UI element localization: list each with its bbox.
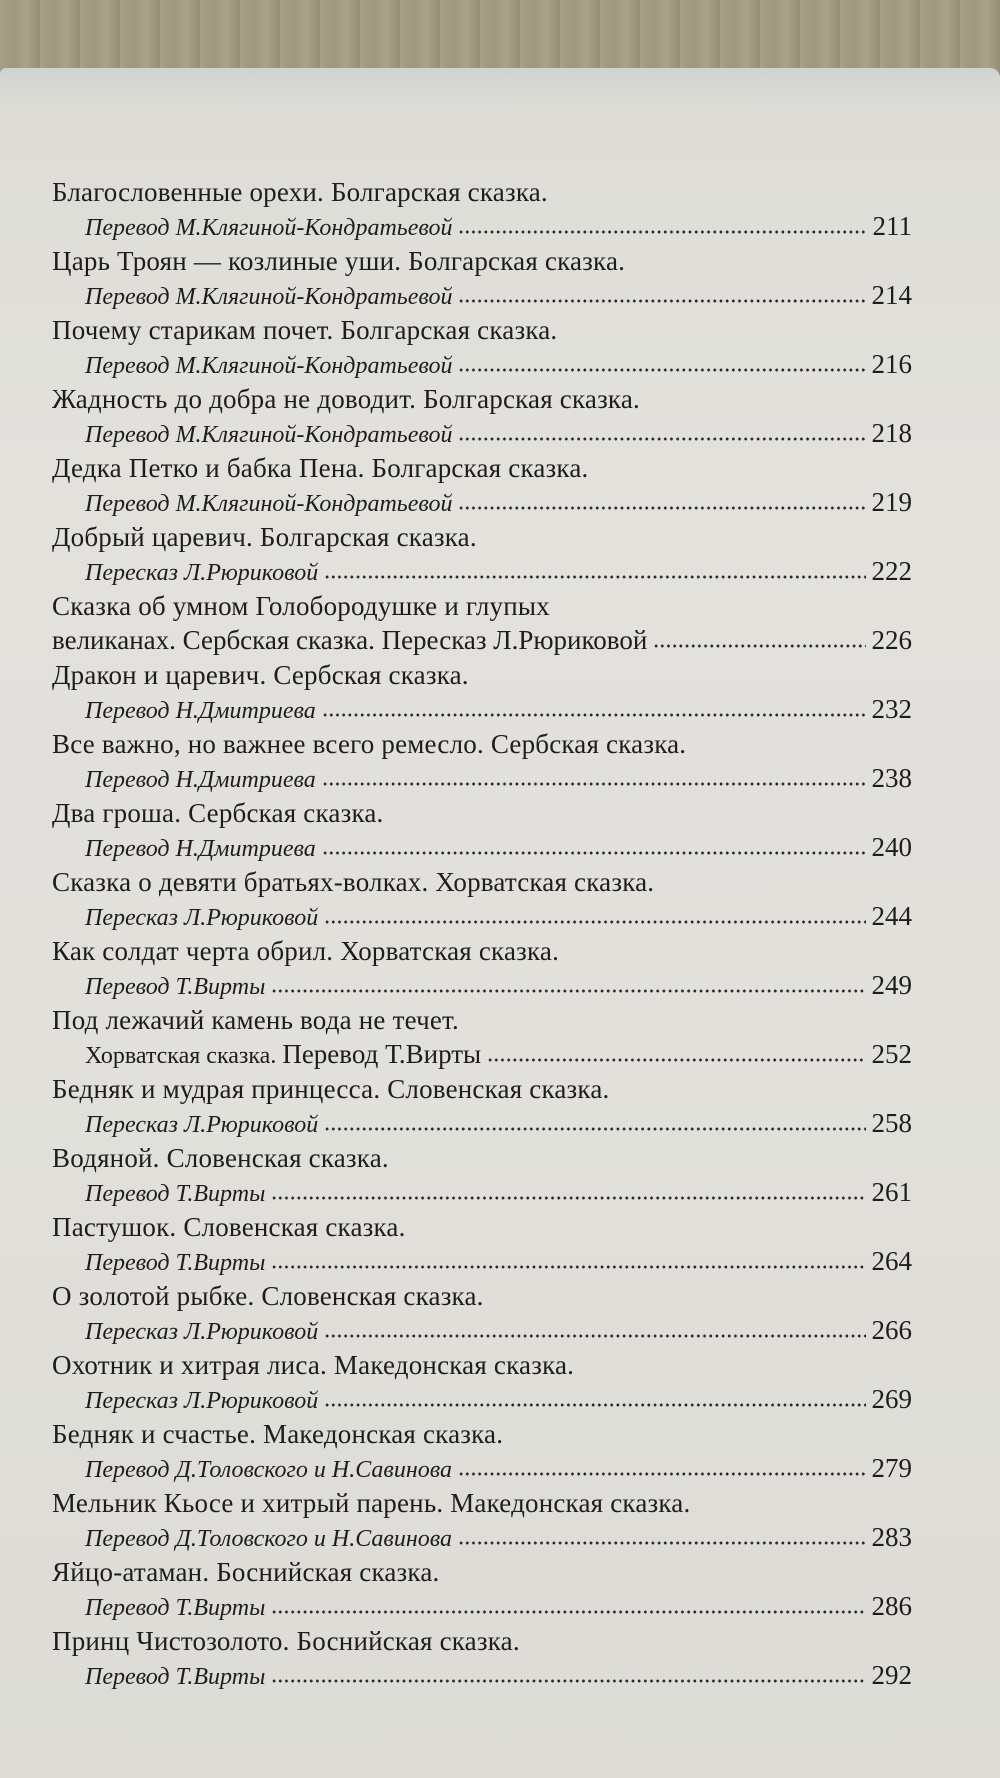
toc-entry bbox=[52, 1625, 912, 1694]
dot-leader bbox=[324, 1333, 865, 1339]
toc-entry bbox=[52, 590, 912, 659]
toc-entry-credit-line bbox=[85, 692, 912, 726]
dot-leader bbox=[324, 574, 865, 580]
table-surface bbox=[0, 0, 1000, 76]
dot-leader bbox=[324, 1402, 865, 1408]
toc-entry-credit-line bbox=[85, 761, 912, 795]
toc-entry-credit: Перевод Т.Вирты bbox=[85, 1250, 266, 1276]
toc-entry-credit-line bbox=[85, 485, 912, 519]
toc-entry bbox=[52, 176, 912, 245]
toc-entry-credit: Пересказ Л.Рюриковой bbox=[85, 1319, 319, 1345]
toc-entry-credit-line bbox=[85, 1037, 912, 1071]
toc-entry bbox=[52, 797, 912, 866]
toc-entry-credit: Пересказ Л.Рюриковой bbox=[381, 625, 648, 655]
toc-entry-title: Почему старикам почет. Болгарская сказка. bbox=[52, 315, 558, 345]
dot-leader bbox=[487, 1057, 865, 1063]
toc-entry-page-number: 292 bbox=[871, 1660, 912, 1690]
dot-leader bbox=[271, 1678, 865, 1684]
toc-entry-page-number: 218 bbox=[871, 418, 912, 448]
toc-entry-credit: Перевод Д.Толовского и Н.Савинова bbox=[85, 1526, 452, 1552]
toc-entry-credit-line bbox=[85, 1175, 912, 1209]
toc-entry-credit-line bbox=[85, 899, 912, 933]
dot-leader bbox=[271, 1195, 865, 1201]
toc-entry-credit-line bbox=[85, 278, 912, 312]
toc-entry bbox=[52, 1142, 912, 1211]
toc-entry-title: Водяной. Словенская сказка. bbox=[52, 1143, 389, 1173]
toc-entry-title: Жадность до добра не доводит. Болгарская сказка. bbox=[52, 384, 640, 414]
toc-entry bbox=[52, 1349, 912, 1418]
toc-entry-title: Дедка Петко и бабка Пена. Болгарская сказка. bbox=[52, 453, 589, 483]
toc-entry-credit: Перевод М.Клягиной-Кондратьевой bbox=[85, 422, 453, 448]
toc-entry-page-number: 240 bbox=[871, 832, 912, 862]
toc-entry-title: Яйцо-атаман. Боснийская сказка. bbox=[52, 1557, 440, 1587]
toc-entry-credit-line bbox=[85, 1106, 912, 1140]
toc-entry-credit-line bbox=[85, 416, 912, 450]
toc-entry-credit: Перевод Н.Дмитриева bbox=[85, 767, 316, 793]
dot-leader bbox=[322, 781, 866, 787]
dot-leader bbox=[271, 1609, 865, 1615]
toc-entry-title: Охотник и хитрая лиса. Македонская сказка. bbox=[52, 1350, 575, 1380]
toc-entry bbox=[52, 314, 912, 383]
book-page bbox=[0, 68, 1000, 1778]
toc-entry-title: Бедняк и счастье. Македонская сказка. bbox=[52, 1419, 504, 1449]
toc-entry bbox=[52, 1487, 912, 1556]
toc-entry-page-number: 252 bbox=[871, 1039, 912, 1069]
toc-entry-title: Царь Троян — козлиные уши. Болгарская сказка. bbox=[52, 246, 626, 276]
dot-leader bbox=[322, 850, 866, 856]
toc-entry-credit-line bbox=[85, 1313, 912, 1347]
toc-entry-credit: Перевод М.Клягиной-Кондратьевой bbox=[85, 491, 453, 517]
dot-leader bbox=[324, 919, 865, 925]
toc-entry bbox=[52, 521, 912, 590]
dot-leader bbox=[271, 1264, 865, 1270]
toc-entry-page-number: 279 bbox=[871, 1453, 912, 1483]
table-of-contents bbox=[52, 176, 912, 1694]
toc-entry-page-number: 238 bbox=[871, 763, 912, 793]
toc-entry-title: Бедняк и мудрая принцесса. Словенская сказка. bbox=[52, 1074, 610, 1104]
dot-leader bbox=[458, 1471, 866, 1477]
toc-entry bbox=[52, 383, 912, 452]
dot-leader bbox=[322, 712, 866, 718]
toc-entry-credit: Пересказ Л.Рюриковой bbox=[85, 560, 319, 586]
toc-entry-credit: Перевод Н.Дмитриева bbox=[85, 698, 316, 724]
toc-entry bbox=[52, 1418, 912, 1487]
toc-entry-credit: Пересказ Л.Рюриковой bbox=[85, 905, 319, 931]
dot-leader bbox=[653, 643, 865, 649]
toc-entry-title-continuation: великанах. Сербская сказка. bbox=[52, 625, 375, 655]
toc-entry-page-number: 214 bbox=[871, 280, 912, 310]
toc-entry-title: Все важно, но важнее всего ремесло. Сербская сказка. bbox=[52, 729, 687, 759]
dot-leader bbox=[324, 1126, 865, 1132]
toc-entry-page-number: 249 bbox=[871, 970, 912, 1000]
toc-entry-page-number: 222 bbox=[871, 556, 912, 586]
toc-entry-page-number: 258 bbox=[871, 1108, 912, 1138]
toc-entry bbox=[52, 659, 912, 728]
toc-entry-credit: Перевод Т.Вирты bbox=[85, 1181, 266, 1207]
dot-leader bbox=[458, 436, 865, 442]
toc-entry-title: Принц Чистозолото. Боснийская сказка. bbox=[52, 1626, 520, 1656]
toc-entry-page-number: 226 bbox=[871, 625, 912, 655]
toc-entry-credit-line bbox=[85, 968, 912, 1002]
toc-entry-page-number: 261 bbox=[871, 1177, 912, 1207]
toc-entry-page-number: 219 bbox=[871, 487, 912, 517]
toc-entry-credit-line bbox=[85, 1658, 912, 1692]
toc-entry-credit-line bbox=[85, 1244, 912, 1278]
toc-entry-credit: Пересказ Л.Рюриковой bbox=[85, 1112, 319, 1138]
toc-entry-page-number: 264 bbox=[871, 1246, 912, 1276]
dot-leader bbox=[458, 367, 865, 373]
toc-entry-title: Благословенные орехи. Болгарская сказка. bbox=[52, 177, 548, 207]
toc-entry bbox=[52, 728, 912, 797]
toc-entry-credit-line bbox=[85, 1451, 912, 1485]
toc-entry-credit-line bbox=[85, 1589, 912, 1623]
toc-entry bbox=[52, 1073, 912, 1142]
toc-entry bbox=[52, 1556, 912, 1625]
dot-leader bbox=[458, 298, 865, 304]
toc-entry-page-number: 244 bbox=[871, 901, 912, 931]
toc-entry-credit: Перевод М.Клягиной-Кондратьевой bbox=[85, 215, 453, 241]
toc-entry-page-number: 216 bbox=[871, 349, 912, 379]
toc-entry-credit: Перевод Н.Дмитриева bbox=[85, 836, 316, 862]
dot-leader bbox=[458, 505, 865, 511]
toc-entry-credit: Перевод Т.Вирты bbox=[85, 1664, 266, 1690]
toc-entry-credit: Пересказ Л.Рюриковой bbox=[85, 1388, 319, 1414]
toc-entry-credit-line bbox=[85, 347, 912, 381]
toc-entry-title: Сказка о девяти братьях-волках. Хорватская сказка. bbox=[52, 867, 655, 897]
toc-entry bbox=[52, 1280, 912, 1349]
dot-leader bbox=[458, 1540, 866, 1546]
toc-entry-title: О золотой рыбке. Словенская сказка. bbox=[52, 1281, 484, 1311]
toc-entry-title: Сказка об умном Голобородушке и глупых bbox=[52, 591, 550, 621]
toc-entry-credit-line bbox=[85, 1382, 912, 1416]
toc-entry bbox=[52, 1211, 912, 1280]
toc-entry-title-continuation: Хорватская сказка. bbox=[85, 1043, 277, 1069]
toc-entry-credit: Перевод Д.Толовского и Н.Савинова bbox=[85, 1457, 452, 1483]
toc-entry bbox=[52, 452, 912, 521]
toc-entry-credit: Перевод Т.Вирты bbox=[85, 1595, 266, 1621]
toc-entry-credit-line bbox=[85, 1520, 912, 1554]
toc-entry-credit: Перевод М.Клягиной-Кондратьевой bbox=[85, 353, 453, 379]
toc-entry-title: Дракон и царевич. Сербская сказка. bbox=[52, 660, 469, 690]
toc-entry-credit-line bbox=[52, 623, 912, 657]
toc-entry-page-number: 283 bbox=[871, 1522, 912, 1552]
toc-entry-title: Мельник Кьосе и хитрый парень. Македонская сказка. bbox=[52, 1488, 691, 1518]
dot-leader bbox=[458, 229, 866, 235]
toc-entry-page-number: 211 bbox=[872, 211, 912, 241]
toc-entry-credit: Перевод Т.Вирты bbox=[282, 1039, 482, 1069]
toc-entry-page-number: 266 bbox=[871, 1315, 912, 1345]
toc-entry-credit-line bbox=[85, 209, 912, 243]
toc-entry-credit-line bbox=[85, 830, 912, 864]
toc-entry-page-number: 232 bbox=[871, 694, 912, 724]
toc-entry-title: Добрый царевич. Болгарская сказка. bbox=[52, 522, 477, 552]
toc-entry-title: Под лежачий камень вода не течет. bbox=[52, 1005, 459, 1035]
toc-entry-page-number: 269 bbox=[871, 1384, 912, 1414]
toc-entry-title: Два гроша. Сербская сказка. bbox=[52, 798, 384, 828]
toc-entry bbox=[52, 1004, 912, 1073]
toc-entry-credit-line bbox=[85, 554, 912, 588]
dot-leader bbox=[271, 988, 865, 994]
toc-entry bbox=[52, 866, 912, 935]
toc-entry-page-number: 286 bbox=[871, 1591, 912, 1621]
toc-entry-title: Как солдат черта обрил. Хорватская сказка. bbox=[52, 936, 560, 966]
toc-entry-credit: Перевод М.Клягиной-Кондратьевой bbox=[85, 284, 453, 310]
toc-entry-title: Пастушок. Словенская сказка. bbox=[52, 1212, 406, 1242]
toc-entry-credit: Перевод Т.Вирты bbox=[85, 974, 266, 1000]
toc-entry bbox=[52, 935, 912, 1004]
toc-entry bbox=[52, 245, 912, 314]
